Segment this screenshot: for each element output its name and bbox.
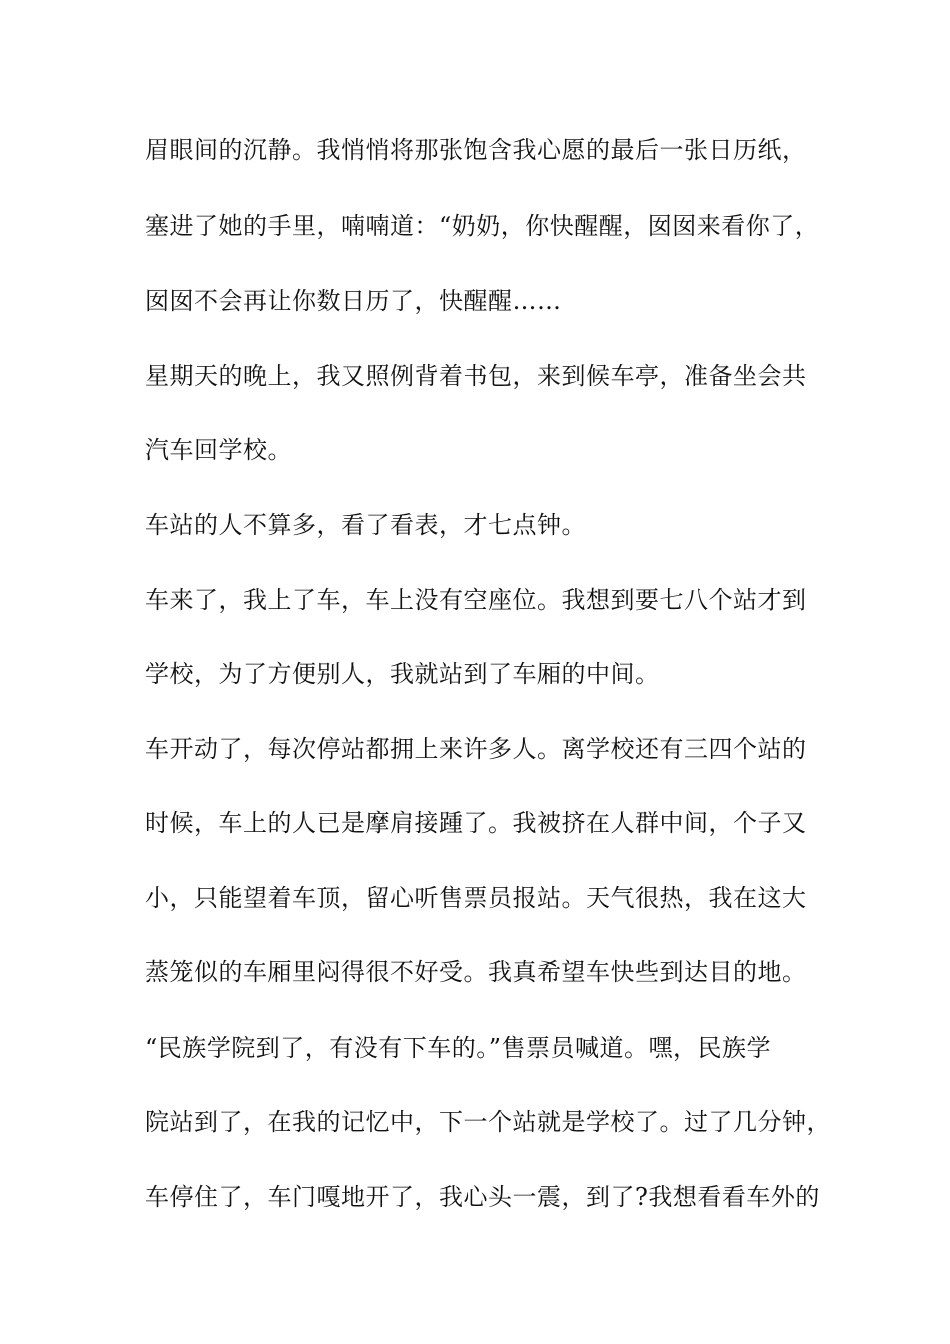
text-line: 蒸笼似的车厢里闷得很不好受。我真希望车快些到达目的地。 xyxy=(145,958,807,986)
text-line: 小，只能望着车顶，留心听售票员报站。天气很热，我在这大 xyxy=(145,884,807,912)
text-line: 汽车回学校。 xyxy=(145,436,292,464)
text-line: 时候，车上的人已是摩肩接踵了。我被挤在人群中间，个子又 xyxy=(145,809,807,837)
text-line: 眉眼间的沉静。我悄悄将那张饱含我心愿的最后一张日历纸， xyxy=(145,136,807,164)
text-line: 院站到了，在我的记忆中，下一个站就是学校了。过了几分钟， xyxy=(145,1108,831,1136)
text-line: 学校，为了方便别人，我就站到了车厢的中间。 xyxy=(145,660,660,688)
text-line: 囡囡不会再让你数日历了，快醒醒…… xyxy=(145,287,562,315)
text-line: 车站的人不算多，看了看表，才七点钟。 xyxy=(145,511,586,539)
text-line: 塞进了她的手里，喃喃道：“奶奶，你快醒醒，囡囡来看你了， xyxy=(145,212,820,240)
text-line: 车来了，我上了车，车上没有空座位。我想到要七八个站才到 xyxy=(145,586,807,614)
text-line: 车开动了，每次停站都拥上来许多人。离学校还有三四个站的 xyxy=(145,735,807,763)
text-line: 车停住了，车门嘎地开了，我心头一震，到了?我想看看车外的 xyxy=(145,1183,820,1211)
text-line: 星期天的晚上，我又照例背着书包，来到候车亭，准备坐会共 xyxy=(145,362,807,390)
text-line: “民族学院到了，有没有下车的。”售票员喊道。嘿，民族学 xyxy=(145,1034,772,1062)
